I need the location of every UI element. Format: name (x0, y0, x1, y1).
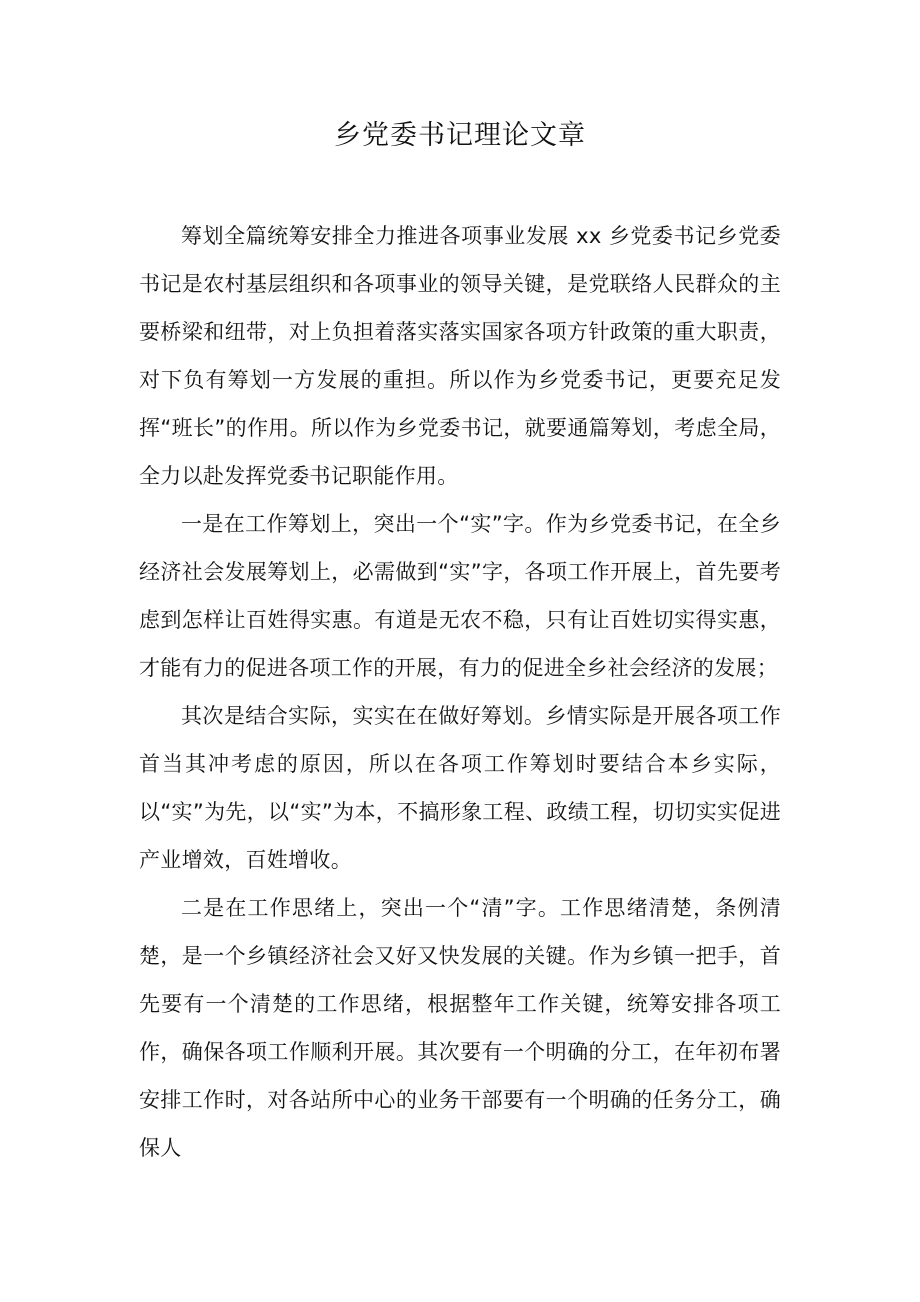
paragraph-intro: 筹划全篇统筹安排全力推进各项事业发展 xx 乡党委书记乡党委书记是农村基层组织和各项事业的领导关键，是党联络人民群众的主要桥梁和纽带，对上负担着落实落实国家各项方针政策的重大职责，对下负有筹划一方发展的重担。所以作为乡党委书记，更要充足发挥“班长”的作用。所以作为乡党委书记，就要通篇筹划，考虑全局，全力以赴发挥党委书记职能作用。 (139, 224, 781, 488)
paragraph-practical: 其次是结合实际，实实在在做好筹划。乡情实际是开展各项工作首当其冲考虑的原因，所以在各项工作筹划时要结合本乡实际，以“实”为先，以“实”为本，不搞形象工程、政绩工程，切切实实促进产业增效，百姓增收。 (139, 704, 781, 872)
document-title: 乡党委书记理论文章 (334, 120, 586, 151)
paragraph-planning-shi: 一是在工作筹划上，突出一个“实”字。作为乡党委书记，在全乡经济社会发展筹划上，必需做到“实”字，各项工作开展上，首先要考虑到怎样让百姓得实惠。有道是无农不稳，只有让百姓切实得实惠，才能有力的促进各项工作的开展，有力的促进全乡社会经济的发展； (139, 512, 781, 680)
paragraph-thinking-qing: 二是在工作思绪上，突出一个“清”字。工作思绪清楚，条例清楚，是一个乡镇经济社会又好又快发展的关键。作为乡镇一把手，首先要有一个清楚的工作思绪，根据整年工作关键，统筹安排各项工作，确保各项工作顺利开展。其次要有一个明确的分工，在年初布署安排工作时，对各站所中心的业务干部要有一个明确的任务分工，确保人 (139, 896, 781, 1160)
document-body (139, 212, 781, 1172)
